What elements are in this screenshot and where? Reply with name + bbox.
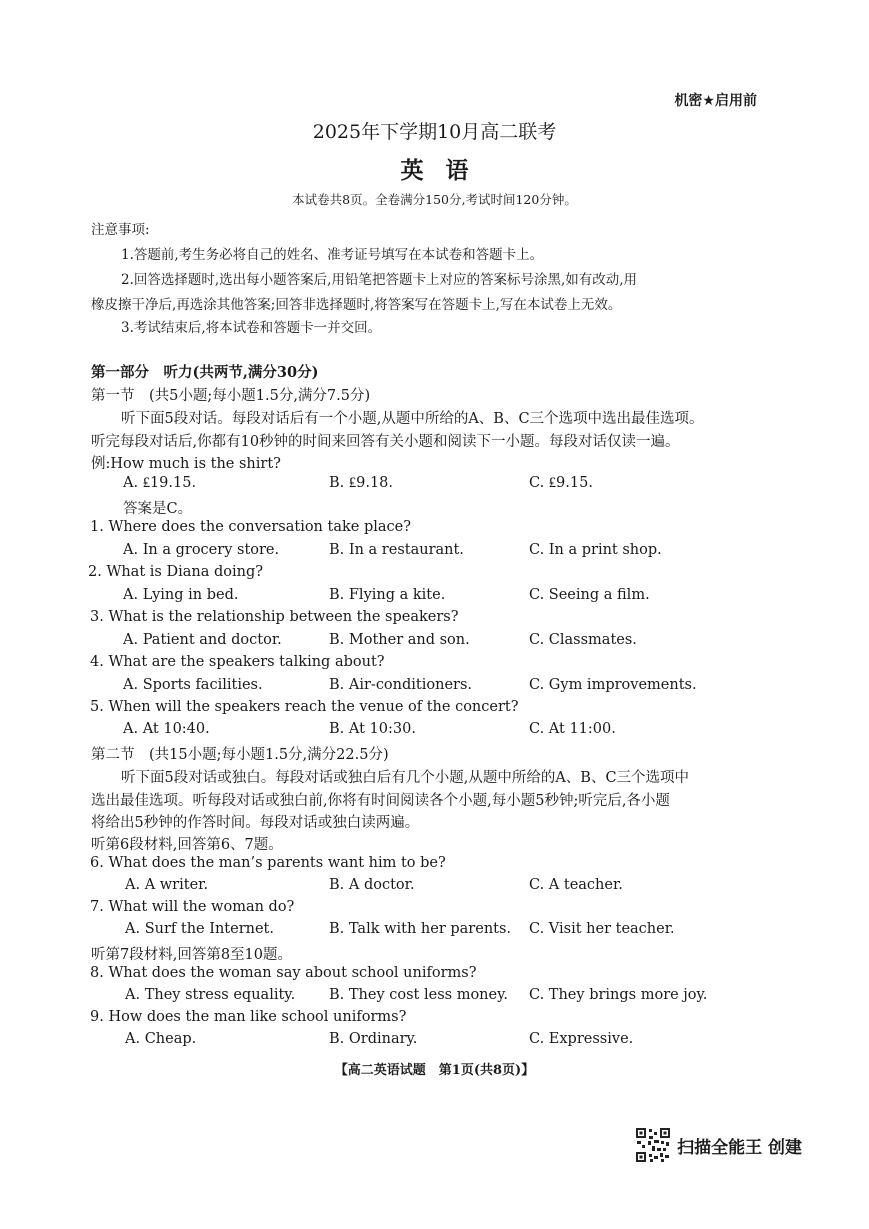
option-9b: B. Ordinary.: [329, 1031, 418, 1047]
notice-item: 橡皮擦干净后,再选涂其他答案;回答非选择题时,将答案写在答题卡上,写在本试卷上无效。: [91, 297, 622, 313]
option-3c: C. Classmates.: [529, 632, 637, 648]
question-8: 8. What does the woman say about school uniforms?: [90, 965, 477, 981]
option-4b: B. Air-conditioners.: [329, 677, 473, 693]
option-7c: C. Visit her teacher.: [529, 921, 675, 937]
option-7b: B. Talk with her parents.: [329, 921, 512, 937]
option-4a: A. Sports facilities.: [123, 677, 263, 693]
option-5c: C. At 11:00.: [529, 721, 616, 737]
part1-heading: 第一部分 听力(共两节,满分30分): [91, 364, 319, 381]
section2-instruction: 选出最佳选项。听每段对话或独白前,你将有时间阅读各个小题,每小题5秒钟;听完后,各小题: [91, 793, 670, 809]
option-8c: C. They brings more joy.: [529, 987, 708, 1003]
option-6b: B. A doctor.: [329, 877, 415, 893]
notice-heading: 注意事项:: [91, 222, 150, 238]
question-4: 4. What are the speakers talking about?: [90, 654, 385, 670]
example-option-c: C. ₤9.15.: [529, 475, 593, 491]
material-7-label: 听第7段材料,回答第8至10题。: [91, 947, 293, 963]
qr-code-icon: [635, 1127, 671, 1163]
option-1a: A. In a grocery store.: [123, 542, 280, 558]
question-2: 2. What is Diana doing?: [88, 564, 263, 580]
confidential-label: 机密★启用前: [674, 93, 757, 109]
scanner-watermark: [635, 1127, 802, 1163]
example-question: 例:How much is the shirt?: [91, 456, 281, 472]
section1-heading: 第一节 (共5小题;每小题1.5分,满分7.5分): [91, 388, 371, 404]
question-7: 7. What will the woman do?: [90, 899, 295, 915]
example-option-b: B. ₤9.18.: [329, 475, 394, 491]
section2-instruction: 将给出5秒钟的作答时间。每段对话或独白读两遍。: [91, 815, 420, 831]
exam-info: 本试卷共8页。全卷满分150分,考试时间120分钟。: [292, 192, 577, 207]
option-2b: B. Flying a kite.: [329, 587, 446, 603]
section1-instruction: 听完每段对话后,你都有10秒钟的时间来回答有关小题和阅读下一小题。每段对话仅读一遍。: [91, 434, 680, 450]
option-5b: B. At 10:30.: [329, 721, 416, 737]
question-9: 9. How does the man like school uniforms?: [90, 1009, 407, 1025]
option-3b: B. Mother and son.: [329, 632, 470, 648]
example-option-a: A. ₤19.15.: [123, 475, 197, 491]
question-1: 1. Where does the conversation take place?: [90, 519, 411, 535]
option-8b: B. They cost less money.: [329, 987, 508, 1003]
section1-instruction: 听下面5段对话。每段对话后有一个小题,从题中所给的A、B、C三个选项中选出最佳选项。: [121, 411, 704, 427]
option-6a: A. A writer.: [125, 877, 209, 893]
subject-title: 英语: [400, 158, 491, 184]
option-2a: A. Lying in bed.: [123, 587, 239, 603]
option-6c: C. A teacher.: [529, 877, 623, 893]
option-9a: A. Cheap.: [125, 1031, 197, 1047]
notice-item: 3.考试结束后,将本试卷和答题卡一并交回。: [121, 320, 382, 336]
option-4c: C. Gym improvements.: [529, 677, 697, 693]
scanner-label: 扫描全能王 创建: [677, 1137, 802, 1158]
material-6-label: 听第6段材料,回答第6、7题。: [91, 837, 283, 853]
notice-item: 1.答题前,考生务必将自己的姓名、准考证号填写在本试卷和答题卡上。: [121, 247, 544, 263]
option-1c: C. In a print shop.: [529, 542, 662, 558]
option-5a: A. At 10:40.: [123, 721, 210, 737]
notice-item: 2.回答选择题时,选出每小题答案后,用铅笔把答题卡上对应的答案标号涂黑,如有改动,用: [121, 272, 638, 288]
example-answer: 答案是C。: [123, 501, 193, 517]
option-9c: C. Expressive.: [529, 1031, 634, 1047]
question-5: 5. When will the speakers reach the venue of the concert?: [90, 699, 519, 715]
section2-heading: 第二节 (共15小题;每小题1.5分,满分22.5分): [91, 747, 389, 763]
option-3a: A. Patient and doctor.: [123, 632, 282, 648]
question-6: 6. What does the man’s parents want him to be?: [90, 855, 446, 871]
section2-instruction: 听下面5段对话或独白。每段对话或独白后有几个小题,从题中所给的A、B、C三个选项中: [121, 770, 690, 786]
page-footer: 【高二英语试题 第1页(共8页)】: [334, 1063, 535, 1078]
option-8a: A. They stress equality.: [125, 987, 296, 1003]
option-7a: A. Surf the Internet.: [125, 921, 274, 937]
exam-title: 2025年下学期10月高二联考: [312, 121, 557, 143]
option-2c: C. Seeing a film.: [529, 587, 650, 603]
option-1b: B. In a restaurant.: [329, 542, 464, 558]
question-3: 3. What is the relationship between the speakers?: [90, 609, 459, 625]
